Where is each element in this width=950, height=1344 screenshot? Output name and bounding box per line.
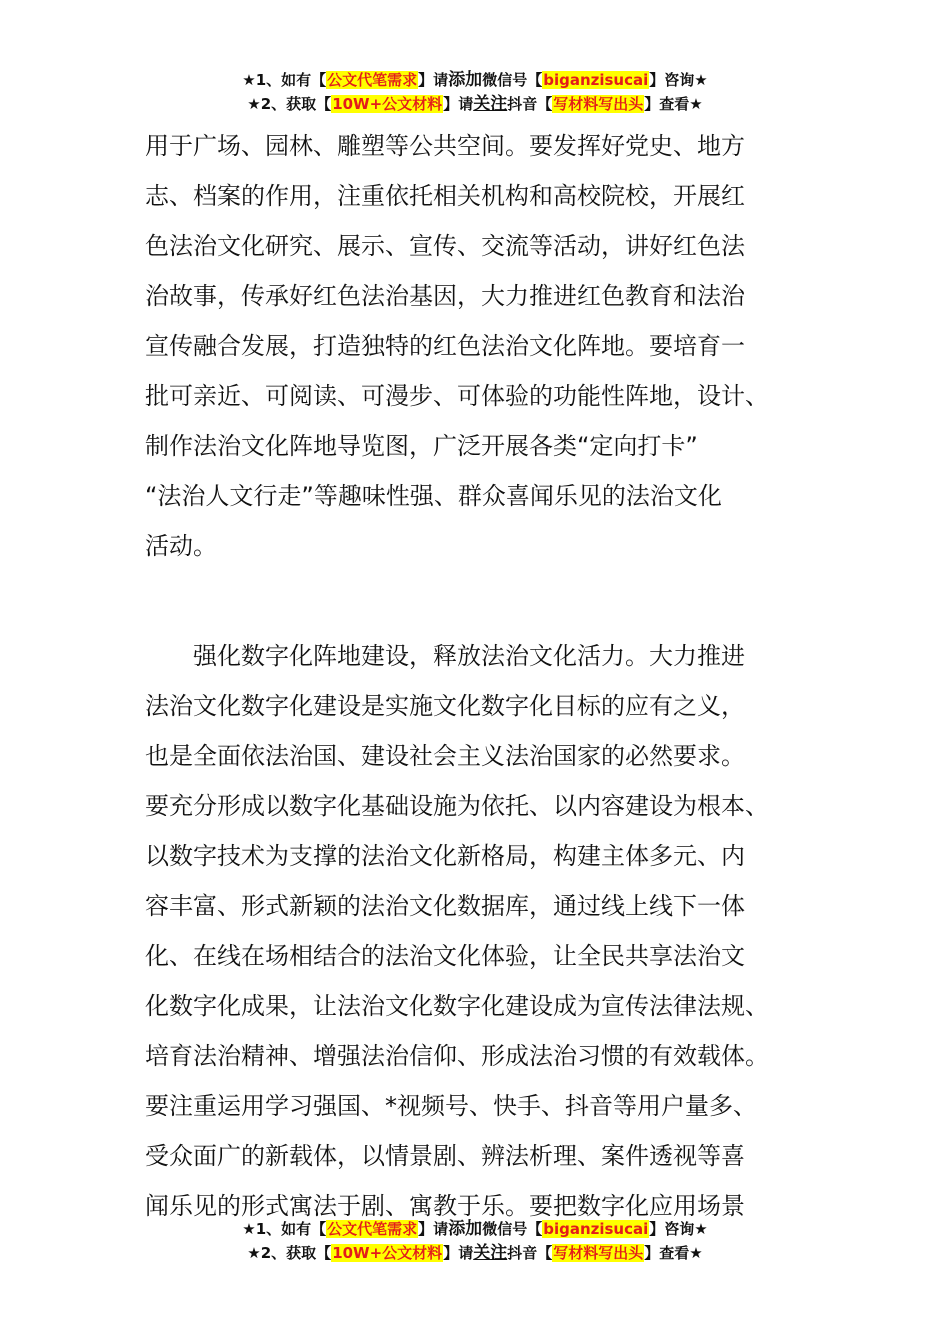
paragraph-1-line: 制作法治文化阵地导览图，广泛开展各类“定向打卡”: [145, 432, 698, 460]
header-line-1-prefix: ★1、如有【: [242, 71, 327, 89]
footer-line-2-highlight-materials: 10W+公文材料: [332, 1244, 443, 1262]
footer-line-2: [0, 1241, 950, 1265]
footer-line-2-prefix: ★2、获取【: [247, 1244, 332, 1262]
footer-line-1-highlight-service: 公文代笔需求: [327, 1220, 418, 1238]
header-line-2-mid-2: 抖音【: [507, 95, 553, 113]
header-line-2-mid: 】请: [443, 95, 474, 113]
footer-line-2-suffix: 】查看★: [644, 1244, 703, 1262]
paragraph-2-line: 化数字化成果，让法治文化数字化建设成为宣传法律法规、: [145, 992, 769, 1020]
header-line-1-mid-2: 微信号【: [482, 71, 543, 89]
paragraph-2-line: 闻乐见的形式寓法于剧、寓教于乐。要把数字化应用场景: [145, 1192, 745, 1220]
paragraph-1-line: 志、档案的作用，注重依托相关机构和高校院校，开展红: [145, 182, 745, 210]
document-body: [145, 121, 807, 1231]
paragraph-2-line: 要充分形成以数字化基础设施为依托、以内容建设为根本、: [145, 792, 769, 820]
paragraph-2-line: 容丰富、形式新颖的法治文化数据库，通过线上线下一体: [145, 892, 745, 920]
paragraph-1-line: 用于广场、园林、雕塑等公共空间。要发挥好党史、地方: [145, 132, 745, 160]
footer-line-1-highlight-wechat: biganzisucai: [543, 1220, 649, 1238]
header-line-2: [0, 92, 950, 116]
footer-line-1-mid-2: 微信号【: [482, 1220, 543, 1238]
paragraph-1-line: 批可亲近、可阅读、可漫步、可体验的功能性阵地，设计、: [145, 382, 769, 410]
footer-line-2-mid-2: 抖音【: [507, 1244, 553, 1262]
footer-line-1-mid: 】请: [418, 1220, 449, 1238]
paragraph-2-line: 也是全面依法治国、建设社会主义法治国家的必然要求。: [145, 742, 745, 770]
header-line-1-highlight-service: 公文代笔需求: [327, 71, 418, 89]
paragraph-1-line: 治故事，传承好红色法治基因，大力推进红色教育和法治: [145, 282, 745, 310]
paragraph-2-line: 化、在线在场相结合的法治文化体验，让全民共享法治文: [145, 942, 745, 970]
paragraph-2-line: 强化数字化阵地建设，释放法治文化活力。大力推进: [193, 642, 745, 670]
header-banner: [0, 68, 950, 116]
header-line-2-suffix: 】查看★: [644, 95, 703, 113]
footer-line-1-prefix: ★1、如有【: [242, 1220, 327, 1238]
footer-banner: [0, 1217, 950, 1265]
footer-line-1: [0, 1217, 950, 1241]
paragraph-1-line: 宣传融合发展，打造独特的红色法治文化阵地。要培育一: [145, 332, 745, 360]
footer-line-2-mid: 】请: [443, 1244, 474, 1262]
paragraph-spacer: [145, 571, 807, 631]
header-line-1-suffix: 】咨询★: [649, 71, 708, 89]
paragraph-1-line: “法治人文行走”等趣味性强、群众喜闻乐见的法治文化: [145, 482, 722, 510]
header-line-1-mid: 】请: [418, 71, 449, 89]
header-line-2-prefix: ★2、获取【: [247, 95, 332, 113]
footer-line-2-highlight-douyin: 写材料写出头: [553, 1244, 644, 1262]
paragraph-1: [145, 121, 807, 571]
paragraph-1-line: 活动。: [145, 532, 217, 560]
header-line-2-highlight-douyin: 写材料写出头: [553, 95, 644, 113]
paragraph-2-line: 受众面广的新载体，以情景剧、辨法析理、案件透视等喜: [145, 1142, 745, 1170]
header-line-2-highlight-materials: 10W+公文材料: [332, 95, 443, 113]
footer-line-1-suffix: 】咨询★: [649, 1220, 708, 1238]
footer-line-2-emphasis: 关注: [473, 1243, 508, 1263]
header-line-1: [0, 68, 950, 92]
paragraph-2-line: 法治文化数字化建设是实施文化数字化目标的应有之义，: [145, 692, 745, 720]
paragraph-1-line: 色法治文化研究、展示、宣传、交流等活动，讲好红色法: [145, 232, 745, 260]
header-line-1-emphasis: 添加: [448, 70, 483, 90]
paragraph-2-line: 以数字技术为支撑的法治文化新格局，构建主体多元、内: [145, 842, 745, 870]
header-line-1-highlight-wechat: biganzisucai: [543, 71, 649, 89]
paragraph-2-line: 培育法治精神、增强法治信仰、形成法治习惯的有效载体。: [145, 1042, 769, 1070]
paragraph-2: [145, 631, 807, 1231]
footer-line-1-emphasis: 添加: [448, 1219, 483, 1239]
paragraph-2-line: 要注重运用学习强国、*视频号、快手、抖音等用户量多、: [145, 1092, 757, 1120]
header-line-2-emphasis: 关注: [473, 94, 508, 114]
